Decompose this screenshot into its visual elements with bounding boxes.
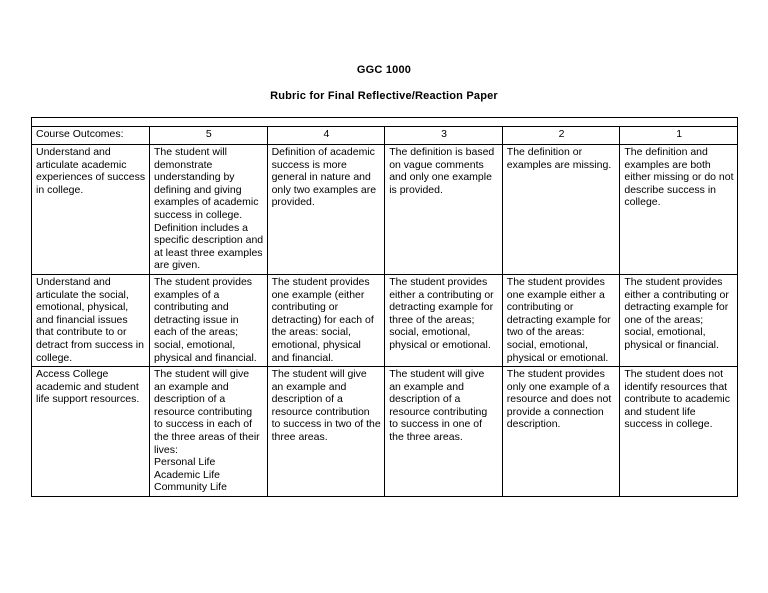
criterion-1-level-4: Definition of academic success is more general in nature and only two examples are provided. [267,145,385,275]
table-row [32,367,738,497]
outcome-label-3: Access College academic and student life support resources. [32,367,150,497]
header-score-3: 3 [385,127,503,145]
course-code-heading: GGC 1000 [356,64,412,76]
criterion-2-level-4: The student provides one example (either contributing or detracting) for each of the areas: social, emotional, physical and financial. [267,274,385,366]
sub-item-academic-life: Academic Life [154,468,220,481]
criterion-2-level-1: The student provides either a contributing or detracting example for one of the areas; social, emotional, physical or financial. [620,274,738,366]
criterion-3-level-5-text: The student will give an example and description of a resource contributing to success in each of the three areas of their lives: [154,368,260,456]
criterion-1-level-1: The definition and examples are both either missing or do not describe success in college. [620,145,738,275]
sub-item-community-life: Community Life [154,481,227,494]
header-course-outcomes: Course Outcomes: [32,127,150,145]
criterion-2-level-2: The student provides one example either a contributing or detracting example for two of the areas: social, emotional, physical or emotional. [502,274,620,366]
table-header-row [32,127,738,145]
criterion-1-level-2: The definition or examples are missing. [502,145,620,275]
sub-item-personal-life: Personal Life [154,456,216,469]
outcome-label-1: Understand and articulate academic experiences of success in college. [32,145,150,275]
header-score-2: 2 [502,127,620,145]
criterion-2-level-5: The student provides examples of a contributing and detracting issue in each of the areas; social, emotional, physical and financial. [150,274,268,366]
criterion-3-level-3: The student will give an example and description of a resource contributing to success in one of the three areas. [385,367,503,497]
rubric-table [31,117,738,497]
criterion-3-level-5-sub-list [154,456,264,494]
table-row [32,145,738,275]
outcome-label-2: Understand and articulate the social, emotional, physical, and financial issues that contribute to or detract from success in college. [32,274,150,366]
header-score-1: 1 [620,127,738,145]
table-row [32,274,738,366]
document-title: Rubric for Final Reflective/Reaction Paper [270,90,498,102]
table-spacer-cell [32,118,738,127]
criterion-1-level-3: The definition is based on vague comments and only one example is provided. [385,145,503,275]
criterion-1-level-5: The student will demonstrate understanding by defining and giving examples of academic success in college. Definition includes a specific description and at least three examples are given. [150,145,268,275]
criterion-3-level-5 [150,367,268,497]
table-spacer-row [32,118,738,127]
criterion-3-level-1: The student does not identify resources that contribute to academic and student life success in college. [620,367,738,497]
header-score-5: 5 [150,127,268,145]
header-score-4: 4 [267,127,385,145]
criterion-3-level-2: The student provides only one example of a resource and does not provide a connection description. [502,367,620,497]
rubric-table-container [31,117,737,497]
criterion-2-level-3: The student provides either a contributing or detracting example for three of the areas; social, emotional, physical or emotional. [385,274,503,366]
criterion-3-level-4: The student will give an example and description of a resource contribution to success in two of the three areas. [267,367,385,497]
